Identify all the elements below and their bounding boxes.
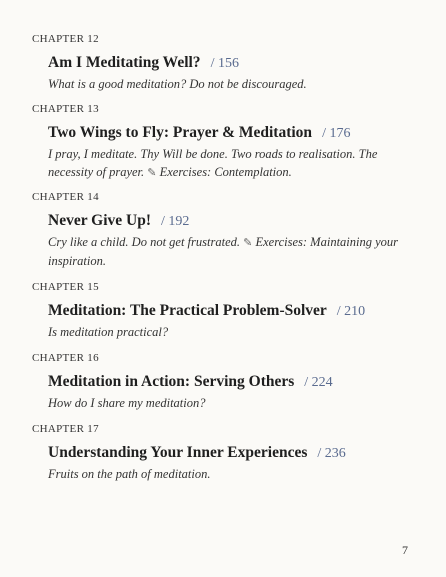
chapter-title: Two Wings to Fly: Prayer & Meditation xyxy=(48,124,313,141)
description-text: I pray, I meditate. Thy Will be done. Two roads to realisation. The necessity of prayer. xyxy=(48,147,378,179)
chapter-entry-14 xyxy=(32,190,432,270)
feather-icon: ✎ xyxy=(243,237,253,249)
chapter-page-ref: / 224 xyxy=(304,375,333,390)
chapter-label: CHAPTER 16 xyxy=(32,352,99,364)
chapter-title: Meditation: The Practical Problem-Solver xyxy=(48,302,327,319)
chapter-page-ref: / 210 xyxy=(336,304,366,319)
chapter-entry-13 xyxy=(32,102,432,182)
chapter-title-line xyxy=(48,123,432,143)
chapter-label: CHAPTER 14 xyxy=(32,191,99,203)
description-text: Exercises: Contemplation. xyxy=(156,165,292,179)
chapter-title-line xyxy=(48,301,432,321)
chapter-description xyxy=(48,465,408,483)
chapter-label: CHAPTER 17 xyxy=(32,423,99,435)
chapter-description xyxy=(48,233,408,270)
chapter-entry-12 xyxy=(32,32,432,93)
chapter-label: CHAPTER 13 xyxy=(32,103,99,115)
chapter-label: CHAPTER 15 xyxy=(32,281,99,293)
description-text: Fruits on the path of meditation. xyxy=(48,467,211,481)
chapter-page-ref: / 176 xyxy=(322,126,351,141)
page-number: 7 xyxy=(402,543,408,557)
chapter-title: Understanding Your Inner Experiences xyxy=(48,444,308,461)
chapter-title-line xyxy=(48,53,432,73)
chapter-title: Never Give Up! xyxy=(48,212,152,229)
chapter-page-ref: / 236 xyxy=(317,446,346,461)
chapter-entry-15 xyxy=(32,280,432,341)
chapter-title-line xyxy=(48,211,432,231)
chapter-description xyxy=(48,145,408,182)
chapter-page-ref: / 192 xyxy=(161,214,190,229)
chapter-entry-17 xyxy=(32,422,432,483)
description-text: Exercises: Maintaining your inspiration. xyxy=(48,235,399,268)
description-text: Cry like a child. Do not get frustrated. xyxy=(48,235,240,249)
chapter-description xyxy=(48,323,408,341)
description-text: Is meditation practical? xyxy=(48,325,169,339)
description-text: What is a good meditation? Do not be discouraged. xyxy=(48,77,307,91)
feather-icon: ✎ xyxy=(147,167,157,179)
description-text: How do I share my meditation? xyxy=(48,396,206,410)
chapter-title-line xyxy=(48,443,432,463)
chapter-title: Meditation in Action: Serving Others xyxy=(48,373,295,390)
chapter-entry-16 xyxy=(32,351,432,412)
chapter-title-line xyxy=(48,372,432,392)
chapter-title: Am I Meditating Well? xyxy=(48,54,201,71)
chapter-label: CHAPTER 12 xyxy=(32,33,99,45)
chapter-page-ref: / 156 xyxy=(210,56,239,71)
chapter-description xyxy=(48,394,408,412)
chapter-description xyxy=(48,75,408,93)
